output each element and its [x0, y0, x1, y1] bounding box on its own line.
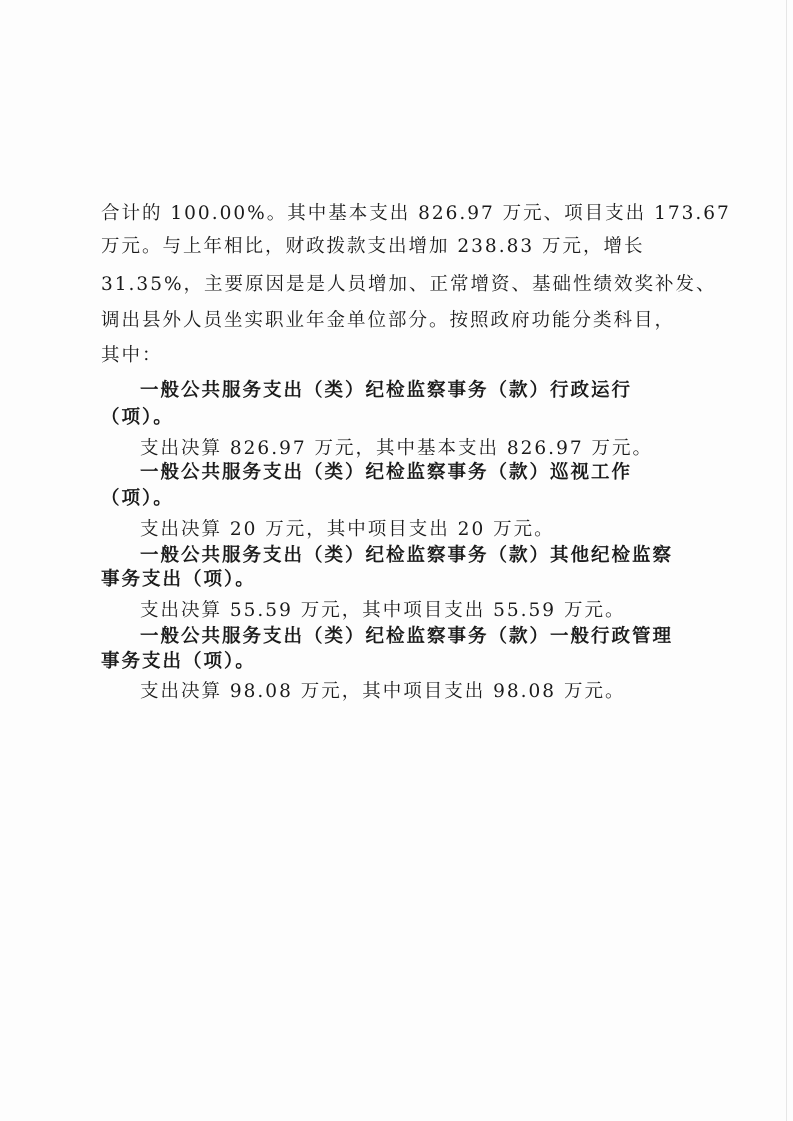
item-4-detail: 支出决算 98.08 万元，其中项目支出 98.08 万元。: [140, 681, 626, 702]
item-2-detail: 支出决算 20 万元，其中项目支出 20 万元。: [140, 519, 555, 540]
item-1-heading-line-2: （项）。: [101, 407, 174, 428]
intro-line-4: 调出县外人员坐实职业年金单位部分。按照政府功能分类科目，: [101, 310, 676, 331]
item-1-heading-line-1: 一般公共服务支出（类）纪检监察事务（款）行政运行: [140, 380, 633, 401]
intro-line-1: 合计的 100.00%。其中基本支出 826.97 万元、项目支出 173.67: [101, 203, 731, 224]
item-1-detail: 支出决算 826.97 万元，其中基本支出 826.97 万元。: [140, 438, 653, 459]
item-2-heading-line-2: （项）。: [101, 488, 174, 509]
scan-edge-divider: [786, 0, 787, 1121]
item-3-detail: 支出决算 55.59 万元，其中项目支出 55.59 万元。: [140, 600, 626, 621]
item-3-heading-line-2: 事务支出（项）。: [101, 569, 256, 590]
intro-line-3: 31.35%，主要原因是是人员增加、正常增资、基础性绩效奖补发、: [101, 274, 717, 295]
intro-line-2: 万元。与上年相比，财政拨款支出增加 238.83 万元，增长: [101, 236, 645, 257]
intro-line-5: 其中：: [101, 345, 163, 366]
item-4-heading-line-1: 一般公共服务支出（类）纪检监察事务（款）一般行政管理: [140, 626, 674, 647]
item-2-heading-line-1: 一般公共服务支出（类）纪检监察事务（款）巡视工作: [140, 462, 633, 483]
item-4-heading-line-2: 事务支出（项）。: [101, 651, 256, 672]
item-3-heading-line-1: 一般公共服务支出（类）纪检监察事务（款）其他纪检监察: [140, 545, 674, 566]
